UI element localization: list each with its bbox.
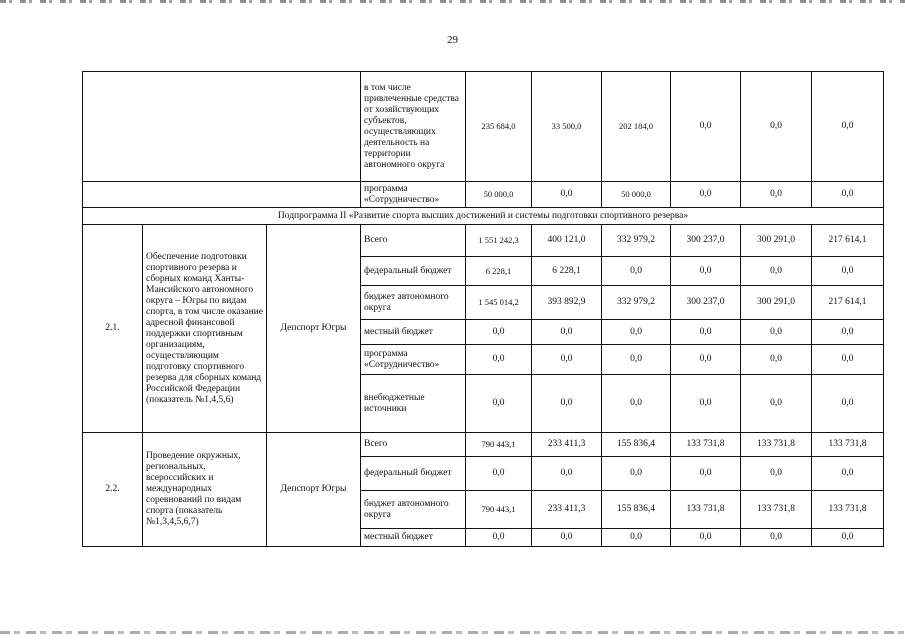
scan-edge-top (0, 0, 905, 3)
item-number: 2.1. (83, 225, 143, 433)
value-cell: 233 411,3 (532, 433, 602, 457)
value-cell: 300 291,0 (741, 286, 812, 320)
value-cell: 155 836,4 (602, 491, 671, 529)
value-cell: 0,0 (602, 320, 671, 345)
value-cell: 0,0 (671, 320, 741, 345)
value-cell: 0,0 (812, 182, 884, 208)
item-number: 2.2. (83, 433, 143, 547)
value-cell: 155 836,4 (602, 433, 671, 457)
value-cell: 233 411,3 (532, 491, 602, 529)
value-cell: 50 000,0 (602, 182, 671, 208)
value-cell: 0,0 (812, 345, 884, 375)
table-row (83, 72, 884, 182)
value-cell: 0,0 (602, 257, 671, 286)
value-cell: 300 237,0 (671, 286, 741, 320)
value-cell: 0,0 (466, 345, 532, 375)
value-cell: 133 731,8 (671, 433, 741, 457)
value-cell: 0,0 (602, 457, 671, 491)
value-cell: 0,0 (741, 345, 812, 375)
table-row (83, 208, 884, 225)
empty-merged-cell (83, 182, 361, 208)
value-cell: 0,0 (671, 72, 741, 182)
value-cell: 0,0 (671, 345, 741, 375)
source-cell: Всего (361, 225, 466, 257)
source-cell: программа «Сотрудничество» (361, 345, 466, 375)
subprogram-title: Подпрограмма II «Развитие спорта высших достижений и системы подготовки спортивного резерва» (83, 208, 884, 225)
source-cell: местный бюджет (361, 320, 466, 345)
value-cell: 0,0 (532, 320, 602, 345)
source-cell: бюджет автономного округа (361, 286, 466, 320)
value-cell: 0,0 (741, 457, 812, 491)
value-cell: 0,0 (671, 257, 741, 286)
value-cell: 0,0 (741, 72, 812, 182)
value-cell: 332 979,2 (602, 225, 671, 257)
value-cell: 0,0 (602, 375, 671, 433)
value-cell: 0,0 (602, 345, 671, 375)
value-cell: 0,0 (812, 375, 884, 433)
source-cell: бюджет автономного округа (361, 491, 466, 529)
value-cell: 6 228,1 (466, 257, 532, 286)
scan-edge-bottom (0, 631, 905, 634)
value-cell: 202 184,0 (602, 72, 671, 182)
value-cell: 0,0 (532, 375, 602, 433)
value-cell: 300 237,0 (671, 225, 741, 257)
value-cell: 0,0 (532, 529, 602, 547)
value-cell: 300 291,0 (741, 225, 812, 257)
source-cell: в том числе привлеченные средства от хозяйствующих субъектов, осуществляющих деятельность на территории автономного округа (361, 72, 466, 182)
value-cell: 0,0 (466, 529, 532, 547)
value-cell: 0,0 (812, 72, 884, 182)
value-cell: 133 731,8 (812, 491, 884, 529)
value-cell: 0,0 (812, 457, 884, 491)
source-cell: федеральный бюджет (361, 257, 466, 286)
value-cell: 0,0 (466, 375, 532, 433)
value-cell: 133 731,8 (671, 491, 741, 529)
value-cell: 6 228,1 (532, 257, 602, 286)
budget-table (82, 71, 884, 547)
value-cell: 33 500,0 (532, 72, 602, 182)
value-cell: 0,0 (812, 529, 884, 547)
source-cell: внебюджетные источники (361, 375, 466, 433)
value-cell: 0,0 (602, 529, 671, 547)
value-cell: 0,0 (671, 529, 741, 547)
value-cell: 0,0 (741, 182, 812, 208)
value-cell: 790 443,1 (466, 491, 532, 529)
value-cell: 1 545 014,2 (466, 286, 532, 320)
value-cell: 0,0 (741, 257, 812, 286)
value-cell: 133 731,8 (812, 433, 884, 457)
page-number: 29 (447, 34, 458, 46)
value-cell: 235 684,0 (466, 72, 532, 182)
item-description: Обеспечение подготовки спортивного резерва и сборных команд Ханты-Мансийского автономного округа – Югры по видам спорта, в том числе оказание адресной финансовой поддержки спортивным организациям, осуществляющим подготовку спортивного резерва для сборных команд Российской Федерации (показатель №1,4,5,6) (143, 225, 267, 433)
source-cell: Всего (361, 433, 466, 457)
value-cell: 0,0 (671, 375, 741, 433)
value-cell: 133 731,8 (741, 433, 812, 457)
value-cell: 0,0 (532, 345, 602, 375)
source-cell: программа «Сотрудничество» (361, 182, 466, 208)
value-cell: 1 551 242,3 (466, 225, 532, 257)
item-description: Проведение окружных, региональных, всероссийских и международных соревнований по видам спорта (показатель №1,3,4,5,6,7) (143, 433, 267, 547)
item-executor: Депспорт Югры (267, 225, 361, 433)
value-cell: 50 000,0 (466, 182, 532, 208)
source-cell: местный бюджет (361, 529, 466, 547)
value-cell: 790 443,1 (466, 433, 532, 457)
table-row (83, 433, 884, 457)
value-cell: 400 121,0 (532, 225, 602, 257)
value-cell: 0,0 (741, 375, 812, 433)
table-row (83, 225, 884, 257)
value-cell: 133 731,8 (741, 491, 812, 529)
value-cell: 0,0 (741, 320, 812, 345)
value-cell: 217 614,1 (812, 225, 884, 257)
value-cell: 0,0 (466, 457, 532, 491)
empty-merged-cell (83, 72, 361, 182)
source-cell: федеральный бюджет (361, 457, 466, 491)
value-cell: 0,0 (812, 257, 884, 286)
table-row (83, 182, 884, 208)
value-cell: 0,0 (671, 182, 741, 208)
item-executor: Депспорт Югры (267, 433, 361, 547)
value-cell: 332 979,2 (602, 286, 671, 320)
value-cell: 0,0 (532, 182, 602, 208)
value-cell: 0,0 (741, 529, 812, 547)
value-cell: 393 892,9 (532, 286, 602, 320)
value-cell: 0,0 (671, 457, 741, 491)
value-cell: 0,0 (532, 457, 602, 491)
value-cell: 0,0 (466, 320, 532, 345)
value-cell: 217 614,1 (812, 286, 884, 320)
value-cell: 0,0 (812, 320, 884, 345)
